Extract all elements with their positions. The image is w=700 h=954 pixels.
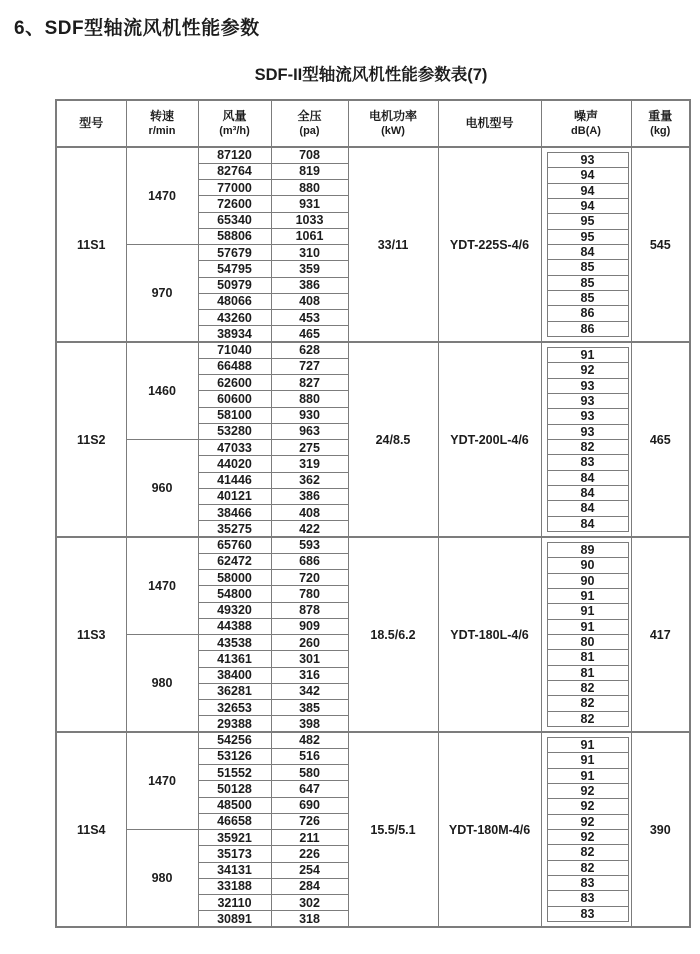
noise-value: 94 [548,184,628,199]
pressure-cell: 909 [271,618,348,634]
noise-value: 93 [548,394,628,409]
noise-value: 82 [548,861,628,876]
model-cell: 11S1 [56,147,126,342]
airflow-cell: 65760 [198,537,271,553]
col-header-unit: (pa) [299,125,320,138]
weight-cell: 390 [631,732,690,927]
airflow-cell: 50979 [198,277,271,293]
fan-table-body [56,147,690,927]
pressure-cell: 318 [271,911,348,927]
noise-value: 92 [548,784,628,799]
airflow-cell: 34131 [198,862,271,878]
noise-value: 85 [548,276,628,291]
model-cell: 11S4 [56,732,126,927]
pressure-cell: 580 [271,765,348,781]
motor-model-cell: YDT-180M-4/6 [438,732,541,927]
noise-value: 84 [548,501,628,516]
noise-value: 92 [548,815,628,830]
table-title: SDF-II型轴流风机性能参数表(7) [254,66,488,84]
noise-value: 92 [548,363,628,378]
col-header-label: 电机功率 [368,108,417,123]
pressure-cell: 880 [271,391,348,407]
noise-value: 86 [580,321,595,336]
noise-value: 83 [580,906,595,921]
pressure-cell: 359 [271,261,348,277]
col-header-pressure [271,100,348,147]
airflow-cell: 82764 [198,163,271,179]
pressure-cell: 260 [271,635,348,651]
col-header-speed [126,100,198,147]
pressure-cell: 593 [271,537,348,553]
speed-cell: 1470 [126,147,198,245]
noise-value: 93 [548,409,628,424]
noise-value: 83 [548,891,628,906]
pressure-cell: 827 [271,375,348,391]
col-header-motor-model [438,100,541,147]
speed-cell: 980 [126,635,198,733]
noise-value: 81 [548,666,628,681]
col-header-label: 风量 [222,108,247,123]
pressure-cell: 1033 [271,212,348,228]
airflow-cell: 66488 [198,358,271,374]
motor-power-cell: 33/11 [348,147,438,342]
col-header-noise [541,100,631,147]
noise-value: 84 [548,486,628,501]
noise-value: 84 [580,516,595,531]
pressure-cell: 275 [271,440,348,456]
airflow-cell: 57679 [198,245,271,261]
noise-stack [547,152,629,337]
airflow-cell: 53126 [198,748,271,764]
col-header-unit: (m³/h) [219,125,250,138]
page-heading: 6、SDF型轴流风机性能参数 [14,18,260,39]
noise-value: 95 [548,214,628,229]
noise-stack [547,542,629,727]
motor-model-cell: YDT-180L-4/6 [438,537,541,732]
airflow-cell: 62472 [198,553,271,569]
col-header-motor-power [348,100,438,147]
pressure-cell: 708 [271,147,348,163]
noise-value: 85 [548,291,628,306]
noise-value: 84 [548,471,628,486]
col-header-weight [631,100,690,147]
noise-cell [541,537,631,732]
col-header-unit: (kW) [381,125,405,138]
pressure-cell: 880 [271,180,348,196]
noise-value: 84 [548,245,628,260]
pressure-cell: 516 [271,748,348,764]
noise-stack [547,737,629,922]
pressure-cell: 465 [271,326,348,342]
airflow-cell: 48066 [198,293,271,309]
pressure-cell: 302 [271,895,348,911]
col-header-model [56,100,126,147]
airflow-cell: 33188 [198,878,271,894]
airflow-cell: 54800 [198,586,271,602]
noise-value: 82 [548,440,628,455]
col-header-label: 全压 [297,108,322,123]
pressure-cell: 931 [271,196,348,212]
noise-value: 91 [548,348,628,363]
airflow-cell: 38400 [198,667,271,683]
noise-value: 80 [548,635,628,650]
pressure-cell: 453 [271,310,348,326]
col-header-label: 型号 [79,115,104,130]
airflow-cell: 71040 [198,342,271,358]
noise-value: 91 [548,589,628,604]
col-header-label: 重量 [648,108,673,123]
noise-cell [541,147,631,342]
noise-value: 86 [548,306,628,321]
airflow-cell: 41446 [198,472,271,488]
airflow-cell: 43260 [198,310,271,326]
noise-value: 94 [548,199,628,214]
noise-value: 91 [548,738,628,753]
airflow-cell: 50128 [198,781,271,797]
noise-value: 81 [548,650,628,665]
airflow-cell: 43538 [198,635,271,651]
motor-power-cell: 15.5/5.1 [348,732,438,927]
table-header-row [56,100,690,147]
airflow-cell: 77000 [198,180,271,196]
pressure-cell: 408 [271,293,348,309]
col-header-unit: r/min [148,125,176,138]
airflow-cell: 72600 [198,196,271,212]
airflow-cell: 29388 [198,716,271,732]
weight-cell: 417 [631,537,690,732]
pressure-cell: 310 [271,245,348,261]
pressure-cell: 628 [271,342,348,358]
airflow-cell: 87120 [198,147,271,163]
airflow-cell: 51552 [198,765,271,781]
noise-value: 93 [548,425,628,440]
airflow-cell: 65340 [198,212,271,228]
noise-value: 93 [548,153,628,168]
pressure-cell: 386 [271,277,348,293]
col-header-unit: (kg) [650,125,671,138]
noise-value: 90 [548,574,628,589]
noise-value: 94 [548,168,628,183]
pressure-cell: 422 [271,521,348,537]
speed-cell: 1470 [126,732,198,830]
airflow-cell: 36281 [198,683,271,699]
airflow-cell: 30891 [198,911,271,927]
table-row [56,342,690,358]
noise-value: 85 [548,260,628,275]
motor-power-cell: 24/8.5 [348,342,438,537]
noise-value: 82 [548,681,628,696]
airflow-cell: 58100 [198,407,271,423]
noise-value: 82 [580,711,595,726]
airflow-cell: 38934 [198,326,271,342]
motor-power-cell: 18.5/6.2 [348,537,438,732]
airflow-cell: 44020 [198,456,271,472]
airflow-cell: 49320 [198,602,271,618]
pressure-cell: 398 [271,716,348,732]
pressure-cell: 963 [271,423,348,439]
airflow-cell: 32110 [198,895,271,911]
weight-cell: 465 [631,342,690,537]
noise-value: 93 [548,379,628,394]
col-header-airflow [198,100,271,147]
pressure-cell: 211 [271,830,348,846]
pressure-cell: 686 [271,553,348,569]
noise-value: 90 [548,558,628,573]
noise-value: 91 [548,769,628,784]
noise-cell [541,732,631,927]
noise-cell [541,342,631,537]
noise-value: 95 [548,230,628,245]
fan-performance-table [55,99,691,928]
pressure-cell: 720 [271,570,348,586]
pressure-cell: 780 [271,586,348,602]
noise-value: 82 [548,696,628,711]
speed-cell: 970 [126,245,198,343]
airflow-cell: 48500 [198,797,271,813]
airflow-cell: 38466 [198,505,271,521]
speed-cell: 1470 [126,537,198,635]
airflow-cell: 60600 [198,391,271,407]
motor-model-cell: YDT-225S-4/6 [438,147,541,342]
airflow-cell: 62600 [198,375,271,391]
pressure-cell: 482 [271,732,348,748]
pressure-cell: 385 [271,700,348,716]
pressure-cell: 1061 [271,228,348,244]
table-row [56,147,690,163]
airflow-cell: 35275 [198,521,271,537]
table-row [56,537,690,553]
col-header-unit: dB(A) [571,125,601,138]
airflow-cell: 47033 [198,440,271,456]
airflow-cell: 58000 [198,570,271,586]
noise-value: 91 [548,620,628,635]
pressure-cell: 316 [271,667,348,683]
pressure-cell: 301 [271,651,348,667]
airflow-cell: 40121 [198,488,271,504]
noise-value: 89 [548,543,628,558]
pressure-cell: 342 [271,683,348,699]
airflow-cell: 58806 [198,228,271,244]
pressure-cell: 284 [271,878,348,894]
speed-cell: 1460 [126,342,198,440]
airflow-cell: 44388 [198,618,271,634]
airflow-cell: 53280 [198,423,271,439]
noise-value: 92 [548,799,628,814]
pressure-cell: 226 [271,846,348,862]
airflow-cell: 35921 [198,830,271,846]
speed-cell: 980 [126,830,198,928]
model-cell: 11S3 [56,537,126,732]
pressure-cell: 819 [271,163,348,179]
noise-stack [547,347,629,532]
speed-cell: 960 [126,440,198,538]
pressure-cell: 254 [271,862,348,878]
airflow-cell: 41361 [198,651,271,667]
model-cell: 11S2 [56,342,126,537]
weight-cell: 545 [631,147,690,342]
airflow-cell: 35173 [198,846,271,862]
col-header-label: 噪声 [573,108,598,123]
pressure-cell: 362 [271,472,348,488]
noise-value: 83 [548,455,628,470]
noise-value: 92 [548,830,628,845]
pressure-cell: 726 [271,813,348,829]
airflow-cell: 46658 [198,813,271,829]
pressure-cell: 408 [271,505,348,521]
noise-value: 82 [548,845,628,860]
col-header-label: 电机型号 [465,115,514,130]
pressure-cell: 690 [271,797,348,813]
col-header-label: 转速 [149,108,174,123]
noise-value: 91 [548,604,628,619]
pressure-cell: 386 [271,488,348,504]
motor-model-cell: YDT-200L-4/6 [438,342,541,537]
pressure-cell: 319 [271,456,348,472]
pressure-cell: 727 [271,358,348,374]
noise-value: 91 [548,753,628,768]
pressure-cell: 878 [271,602,348,618]
airflow-cell: 54256 [198,732,271,748]
table-row [56,732,690,748]
airflow-cell: 54795 [198,261,271,277]
noise-value: 83 [548,876,628,891]
pressure-cell: 930 [271,407,348,423]
pressure-cell: 647 [271,781,348,797]
airflow-cell: 32653 [198,700,271,716]
